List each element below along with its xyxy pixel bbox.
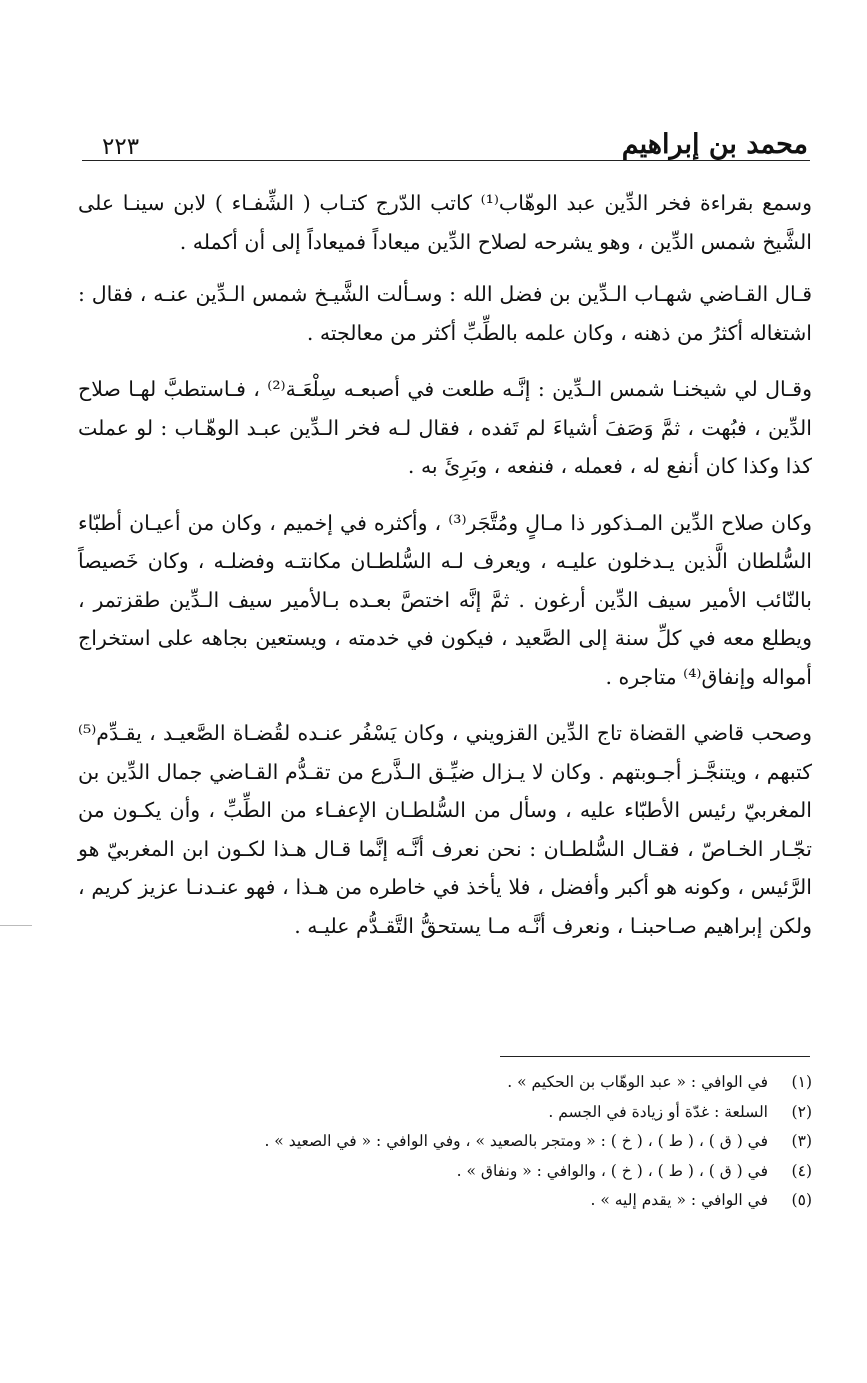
paragraph: وكان صلاح الدِّين المـذكور ذا مـالٍ ومُتَّجَر⁽³⁾ ، وأكثره في إخميم ، وكان من أعيـان أطبّاء السُّلطان الَّذين يـدخلون عليـه ، ويعرف لـه السُّلطـان مكانتـه وفضلـه ، وكان خَصيصاً بالنّائب الأمير سيف الدِّين أرغون . ثمَّ إنَّه اختصَّ بعـده بـالأمير سيف الـدِّين طقزتمر ، ويطلع معه في كلِّ سنة إلى الصَّعيد ، فيكون في خدمته ، ويستعين بجاهه على استخراج أمواله وإنفاق⁽⁴⁾ متاجره .	[78, 510, 812, 689]
paragraph: وقـال لي شيخنـا شمس الـدِّين : إنَّـه طلعت في أصبعـه سِلْعَـة⁽²⁾ ، فـاستطبَّ لهـا صلاح الدِّين ، فبُهت ، ثمَّ وَصَفَ أشياءَ لم تَفده ، فقال لـه فخر الـدِّين عبـد الوهّـاب : لو عملت كذا وكذا كان أنفع له ، فعمله ، فنفعه ، وبَرِئَ به .	[78, 377, 812, 478]
footnotes	[100, 1068, 812, 1216]
paragraph: قـال القـاضي شهـاب الـدِّين بن فضل الله : وسـألت الشَّيـخ شمس الـدِّين عنـه ، فقال : اشتغاله أكثرُ من ذهنه ، وكان علمه بالطِّبِّ أكثر من معالجته .	[78, 282, 812, 345]
footnote-number: (٣)	[791, 1132, 812, 1150]
paragraph: وسمع بقراءة فخر الدِّين عبد الوهّاب⁽¹⁾ كاتب الدّرج كتـاب ( الشِّفـاء ) لابن سينـا على الشَّيخ شمس الدِّين ، وهو يشرحه لصلاح الدِّين ميعاداً فميعاداً إلى أن أكمله .	[78, 191, 812, 254]
footnote	[100, 1068, 812, 1098]
scan-mark	[0, 925, 32, 926]
footnote-number: (٥)	[791, 1191, 812, 1209]
footnote-text: في الوافي : « عبد الوهّاب بن الحكيم » .	[507, 1073, 768, 1091]
main-text	[78, 184, 812, 963]
page-number: ٢٢٣	[102, 134, 140, 160]
footnote	[100, 1098, 812, 1128]
header-rule	[82, 160, 810, 161]
footnote-rule	[500, 1056, 810, 1057]
footnote-text: السلعة : غدّة أو زيادة في الجسم .	[548, 1102, 768, 1121]
footnote-text: في الوافي : « يقدم إليه » .	[590, 1191, 768, 1209]
footnote	[100, 1186, 812, 1216]
footnote	[100, 1127, 812, 1157]
paragraph: وصحب قاضي القضاة تاج الدِّين القزويني ، وكان يَسْفُر عنـده لقُضـاة الصَّعيـد ، يقـدِّم⁽⁵⁾ كتبهم ، ويتنجَّـز أجـوبتهم . وكان لا يـزال ضيِّـق الـذَّرع من تقـدُّم القـاضي جمال الدِّين بن المغربيّ رئيس الأطبّاء عليه ، وسأل من السُّلطـان الإعفـاء من الطِّبِّ ، وأن يكـون من تجّـار الخـاصّ ، فقـال السُّلطـان : نحن نعرف أنَّـه إنَّما قـال هـذا لكـون ابن المغربيّ هو الرَّئيس ، وكونه هو أكبر وأفضل ، فلا يأخذ في خاطره من هـذا ، فهو عنـدنـا عزيز كريم ، ولكن إبراهيم صـاحبنـا ، ونعرف أنَّـه مـا يستحقُّ التَّقـدُّم عليـه .	[78, 721, 812, 938]
footnote-number: (٢)	[791, 1102, 812, 1121]
footnote	[100, 1157, 812, 1187]
footnote-number: (١)	[791, 1073, 812, 1091]
running-title: محمد بن إبراهيم	[621, 129, 808, 160]
footnote-text: في ( ق ) ، ( ط ) ، ( خ ) : « ومتجر بالصعيد » ، وفي الوافي : « في الصعيد » .	[264, 1132, 768, 1150]
footnote-number: (٤)	[791, 1161, 812, 1180]
page-header	[84, 120, 808, 160]
footnote-text: في ( ق ) ، ( ط ) ، ( خ ) ، والوافي : « ونفاق » .	[456, 1161, 768, 1180]
